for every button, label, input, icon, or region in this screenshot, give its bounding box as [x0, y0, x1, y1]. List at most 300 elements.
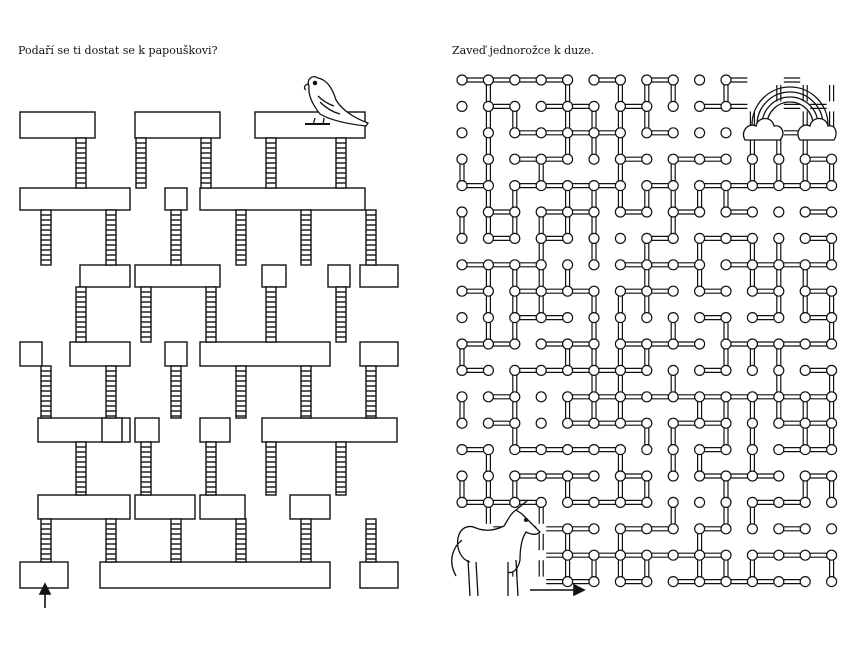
maze-dot — [668, 233, 678, 243]
maze-dot — [668, 524, 678, 534]
maze-dot — [747, 313, 757, 323]
maze-dot — [642, 286, 652, 296]
maze-dot — [695, 128, 705, 138]
platform — [70, 342, 130, 366]
maze-dot — [563, 339, 573, 349]
ladder — [106, 519, 116, 562]
ladder — [266, 138, 276, 188]
right-puzzle-instruction: Zaveď jednorožce k duze. — [452, 44, 595, 57]
maze-dot — [642, 550, 652, 560]
maze-dot — [827, 418, 837, 428]
maze-dot — [536, 497, 546, 507]
maze-dot — [510, 181, 520, 191]
maze-dot — [774, 286, 784, 296]
maze-dot — [774, 550, 784, 560]
maze-dot — [563, 313, 573, 323]
ladder — [41, 519, 51, 562]
maze-dot — [589, 550, 599, 560]
maze-dot — [800, 181, 810, 191]
maze-dot — [483, 497, 493, 507]
maze-dot — [615, 445, 625, 455]
maze-dot — [827, 313, 837, 323]
platform — [100, 562, 330, 588]
ladder — [336, 287, 346, 342]
platform — [262, 418, 397, 442]
maze-dot — [695, 445, 705, 455]
maze-dot — [695, 154, 705, 164]
maze-dot — [563, 445, 573, 455]
platform — [20, 342, 42, 366]
maze-dot — [615, 128, 625, 138]
maze-dot — [589, 260, 599, 270]
ladder — [171, 519, 181, 562]
maze-dot — [483, 154, 493, 164]
maze-dot — [695, 233, 705, 243]
maze-dot — [589, 365, 599, 375]
maze-dot — [721, 497, 731, 507]
maze-dot — [747, 365, 757, 375]
maze-dot — [668, 286, 678, 296]
maze-dot — [800, 313, 810, 323]
maze-dot — [774, 524, 784, 534]
maze-dot — [563, 260, 573, 270]
maze-dot — [668, 154, 678, 164]
maze-dot — [536, 392, 546, 402]
maze-dot — [589, 75, 599, 85]
maze-dot — [668, 577, 678, 587]
ladder — [336, 138, 346, 188]
maze-dot — [589, 339, 599, 349]
ladder — [171, 210, 181, 265]
ladder — [171, 366, 181, 418]
maze-dot — [510, 445, 520, 455]
ladder — [76, 138, 86, 188]
maze-dot — [721, 392, 731, 402]
maze-dot — [536, 154, 546, 164]
maze-dot — [615, 75, 625, 85]
maze-dot — [589, 497, 599, 507]
maze-dot — [774, 181, 784, 191]
maze-dot — [721, 577, 731, 587]
maze-dot — [483, 313, 493, 323]
ladder — [366, 366, 376, 418]
maze-dot — [721, 313, 731, 323]
maze-dot — [536, 128, 546, 138]
maze-dot — [563, 207, 573, 217]
maze-dot — [774, 577, 784, 587]
maze-dot — [827, 471, 837, 481]
maze-dot — [589, 445, 599, 455]
maze-dot — [747, 445, 757, 455]
maze-dot — [747, 154, 757, 164]
maze-dot — [589, 418, 599, 428]
maze-dot — [563, 75, 573, 85]
maze-dot — [642, 101, 652, 111]
maze-dot — [721, 365, 731, 375]
maze-dot — [483, 75, 493, 85]
platform — [20, 562, 68, 588]
maze-dot — [536, 75, 546, 85]
maze-dot — [615, 101, 625, 111]
maze-dot — [668, 365, 678, 375]
maze-dot — [695, 75, 705, 85]
maze-dot — [774, 471, 784, 481]
platform — [200, 342, 330, 366]
maze-dot — [510, 392, 520, 402]
maze-dot — [642, 392, 652, 402]
maze-dot — [695, 497, 705, 507]
maze-dot — [695, 418, 705, 428]
maze-dot — [536, 313, 546, 323]
maze-dot — [747, 260, 757, 270]
platform — [200, 418, 230, 442]
maze-dot — [589, 101, 599, 111]
maze-dot — [774, 418, 784, 428]
maze-dot — [536, 207, 546, 217]
maze-dot — [642, 313, 652, 323]
maze-dot — [510, 313, 520, 323]
maze-dot — [589, 207, 599, 217]
maze-dot — [800, 497, 810, 507]
maze-dot — [642, 577, 652, 587]
maze-dot — [668, 260, 678, 270]
maze-dot — [615, 286, 625, 296]
maze-dot — [642, 260, 652, 270]
maze-dot — [536, 445, 546, 455]
maze-dot — [510, 339, 520, 349]
maze-dot — [457, 207, 467, 217]
maze-dot — [774, 365, 784, 375]
maze-dot — [457, 339, 467, 349]
maze-dot — [695, 286, 705, 296]
maze-dot — [774, 445, 784, 455]
maze-dot — [457, 497, 467, 507]
maze-dot — [747, 497, 757, 507]
ladder — [236, 366, 246, 418]
maze-dot — [668, 101, 678, 111]
platform — [328, 265, 350, 287]
rainbow-icon — [743, 87, 836, 140]
maze-dot — [668, 550, 678, 560]
maze-dot — [615, 154, 625, 164]
maze-dot — [563, 418, 573, 428]
arrow-right-icon — [530, 585, 584, 595]
maze-dot — [563, 497, 573, 507]
maze-dot — [668, 128, 678, 138]
maze-dot — [800, 233, 810, 243]
maze-dot — [563, 550, 573, 560]
maze-dot — [774, 339, 784, 349]
maze-dot — [483, 233, 493, 243]
platform — [200, 495, 245, 519]
platform — [135, 112, 220, 138]
maze-dot — [642, 128, 652, 138]
platform — [360, 265, 398, 287]
maze-dot — [800, 207, 810, 217]
platform — [360, 342, 398, 366]
platform — [38, 495, 130, 519]
maze-dot — [589, 181, 599, 191]
maze-dot — [615, 471, 625, 481]
maze-dot — [510, 418, 520, 428]
maze-dot — [642, 233, 652, 243]
maze-dot — [483, 128, 493, 138]
maze-dot — [747, 286, 757, 296]
maze-dot — [721, 471, 731, 481]
maze-dot — [800, 365, 810, 375]
maze-dot — [615, 418, 625, 428]
maze-dot — [827, 445, 837, 455]
maze-dot — [695, 313, 705, 323]
maze-dot — [827, 524, 837, 534]
ladder — [106, 366, 116, 418]
maze-dot — [483, 101, 493, 111]
maze-dot — [668, 392, 678, 402]
ladder — [266, 442, 276, 495]
maze-dot — [668, 207, 678, 217]
platform — [262, 265, 286, 287]
maze-dot — [483, 260, 493, 270]
maze-dot — [563, 392, 573, 402]
maze-dot — [589, 313, 599, 323]
maze-dot — [563, 286, 573, 296]
maze-dot — [642, 207, 652, 217]
maze-dot — [827, 577, 837, 587]
maze-dot — [483, 418, 493, 428]
maze-dot — [668, 471, 678, 481]
platform — [20, 112, 95, 138]
maze-dot — [800, 524, 810, 534]
maze-dot — [536, 233, 546, 243]
unicorn-icon — [452, 500, 540, 596]
maze-dot — [457, 233, 467, 243]
maze-dot — [510, 101, 520, 111]
maze-dot — [695, 260, 705, 270]
maze-dot — [774, 392, 784, 402]
maze-dot — [536, 339, 546, 349]
maze-dot — [615, 313, 625, 323]
ladder — [141, 442, 151, 495]
maze-dot — [774, 154, 784, 164]
maze-dot — [800, 577, 810, 587]
maze-dot — [695, 550, 705, 560]
platform — [200, 188, 365, 210]
maze-dot — [800, 154, 810, 164]
maze-dot — [510, 154, 520, 164]
maze-dot — [695, 577, 705, 587]
maze-dot — [747, 418, 757, 428]
platform — [135, 418, 159, 442]
maze-dot — [800, 471, 810, 481]
maze-dot — [615, 365, 625, 375]
maze-dot — [747, 577, 757, 587]
maze-dot — [695, 101, 705, 111]
maze-dot — [721, 286, 731, 296]
maze-dot — [483, 181, 493, 191]
maze-dot — [800, 550, 810, 560]
maze-dot — [695, 524, 705, 534]
platform — [80, 265, 130, 287]
maze-dot — [457, 286, 467, 296]
maze-dot — [642, 365, 652, 375]
maze-dot — [563, 154, 573, 164]
maze-dot — [668, 418, 678, 428]
maze-dot — [747, 207, 757, 217]
maze-dot — [642, 471, 652, 481]
maze-dot — [563, 181, 573, 191]
maze-dot — [457, 75, 467, 85]
maze-dot — [536, 418, 546, 428]
maze-dot — [615, 233, 625, 243]
maze-dot — [642, 497, 652, 507]
maze-dot — [721, 550, 731, 560]
maze-dot — [695, 181, 705, 191]
maze-dot — [695, 339, 705, 349]
maze-dot — [800, 286, 810, 296]
maze-dot — [457, 365, 467, 375]
maze-dot — [774, 313, 784, 323]
ladder — [201, 138, 211, 188]
maze-dot — [457, 260, 467, 270]
maze-dot — [721, 181, 731, 191]
platform — [290, 495, 330, 519]
maze-dot — [721, 418, 731, 428]
dot-path-maze[interactable] — [457, 75, 837, 587]
ladder — [366, 519, 376, 562]
maze-dot — [483, 445, 493, 455]
maze-dot — [615, 260, 625, 270]
maze-dot — [827, 260, 837, 270]
maze-dot — [774, 207, 784, 217]
maze-dot — [721, 260, 731, 270]
maze-dot — [615, 550, 625, 560]
maze-dot — [642, 418, 652, 428]
maze-dot — [668, 75, 678, 85]
ladder — [141, 287, 151, 342]
maze-dot — [563, 524, 573, 534]
maze-dot — [800, 260, 810, 270]
maze-dot — [510, 497, 520, 507]
maze-dot — [483, 471, 493, 481]
maze-dot — [747, 392, 757, 402]
ladder — [76, 442, 86, 495]
platform — [165, 342, 187, 366]
maze-dot — [695, 365, 705, 375]
maze-dot — [721, 233, 731, 243]
maze-dot — [800, 392, 810, 402]
platform — [135, 265, 220, 287]
maze-dot — [721, 75, 731, 85]
platform — [135, 495, 195, 519]
maze-dot — [747, 339, 757, 349]
maze-dot — [510, 128, 520, 138]
maze-dot — [563, 471, 573, 481]
maze-dot — [695, 392, 705, 402]
maze-dot — [695, 471, 705, 481]
maze-dot — [615, 181, 625, 191]
maze-dot — [721, 154, 731, 164]
maze-dot — [747, 524, 757, 534]
maze-dot — [457, 392, 467, 402]
ladder — [301, 519, 311, 562]
maze-dot — [589, 577, 599, 587]
maze-dot — [615, 392, 625, 402]
maze-dot — [827, 339, 837, 349]
ladder — [136, 138, 146, 188]
maze-dot — [483, 392, 493, 402]
maze-dot — [589, 233, 599, 243]
maze-dot — [563, 233, 573, 243]
maze-dot — [510, 471, 520, 481]
platform — [102, 418, 122, 442]
maze-dot — [642, 154, 652, 164]
maze-dot — [510, 207, 520, 217]
ladder — [206, 287, 216, 342]
maze-dot — [615, 207, 625, 217]
maze-dot — [642, 181, 652, 191]
maze-dot — [563, 365, 573, 375]
maze-dot — [827, 154, 837, 164]
maze-dot — [642, 339, 652, 349]
maze-dot — [668, 445, 678, 455]
ladder — [301, 210, 311, 265]
maze-dot — [457, 181, 467, 191]
maze-dot — [827, 207, 837, 217]
maze-dot — [721, 128, 731, 138]
maze-dot — [615, 339, 625, 349]
maze-dot — [747, 550, 757, 560]
maze-dot — [827, 365, 837, 375]
maze-dot — [827, 392, 837, 402]
maze-dot — [827, 181, 837, 191]
maze-dot — [589, 128, 599, 138]
ladder — [236, 519, 246, 562]
maze-dot — [589, 154, 599, 164]
maze-dot — [563, 128, 573, 138]
maze-dot — [510, 286, 520, 296]
maze-dot — [457, 471, 467, 481]
maze-dot — [536, 101, 546, 111]
maze-dot — [510, 260, 520, 270]
ladder — [76, 287, 86, 342]
maze-dot — [774, 233, 784, 243]
maze-dot — [457, 101, 467, 111]
maze-dot — [747, 181, 757, 191]
platform — [165, 188, 187, 210]
ladder — [206, 442, 216, 495]
maze-dot — [642, 524, 652, 534]
maze-dot — [668, 339, 678, 349]
maze-dot — [721, 101, 731, 111]
maze-dot — [457, 418, 467, 428]
maze-dot — [721, 207, 731, 217]
maze-dot — [615, 577, 625, 587]
ladder — [106, 210, 116, 265]
maze-dot — [615, 524, 625, 534]
maze-dot — [483, 339, 493, 349]
maze-dot — [589, 392, 599, 402]
maze-dot — [800, 339, 810, 349]
maze-dot — [510, 233, 520, 243]
ladder-maze[interactable] — [20, 112, 398, 588]
maze-dot — [668, 313, 678, 323]
maze-dot — [483, 286, 493, 296]
ladder — [301, 366, 311, 418]
ladder — [41, 366, 51, 418]
maze-dot — [536, 365, 546, 375]
maze-dot — [457, 154, 467, 164]
ladder — [336, 442, 346, 495]
